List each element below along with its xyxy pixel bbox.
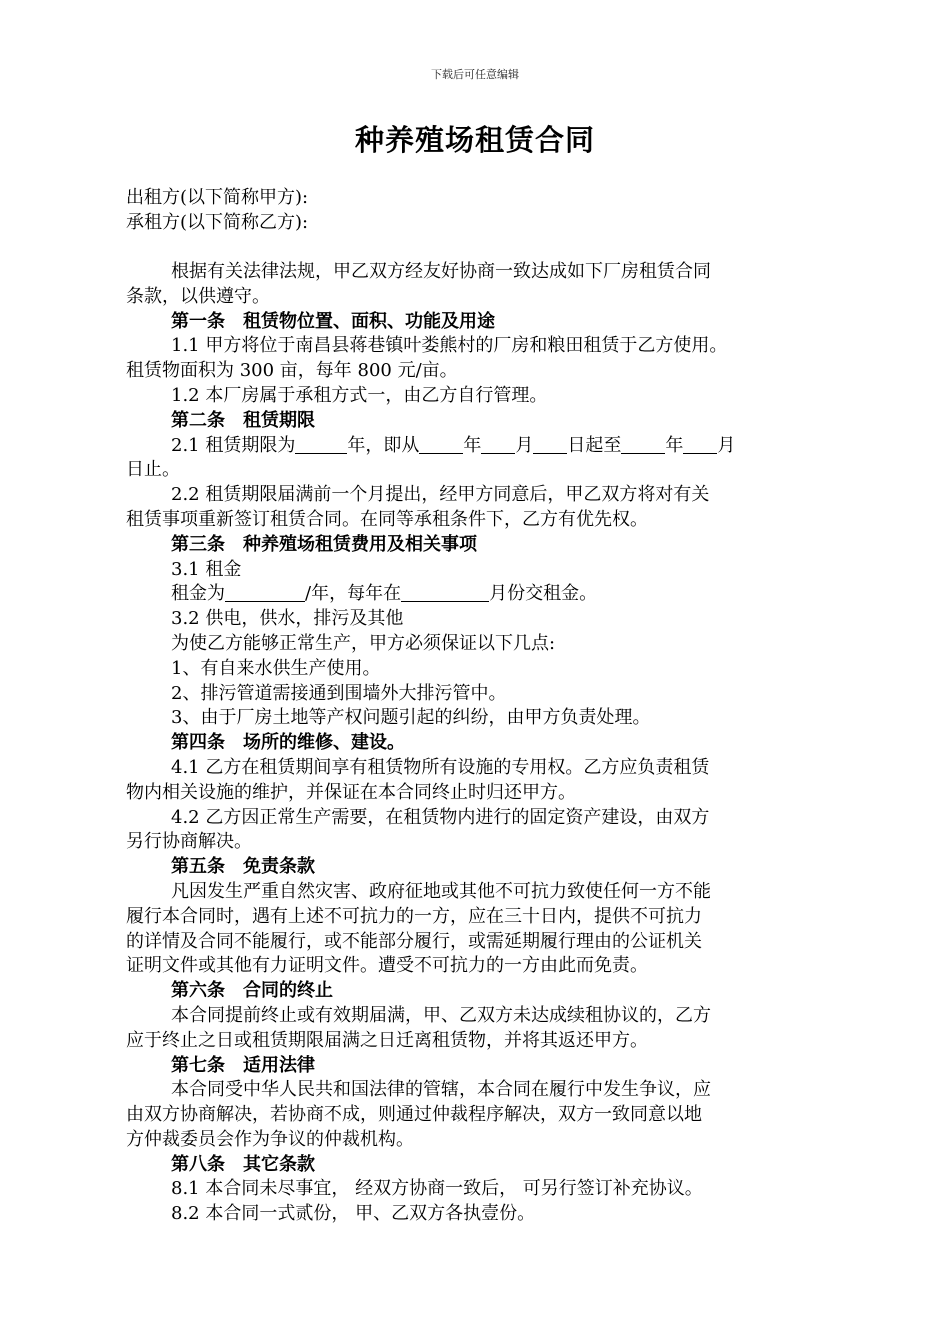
rent-text-a: 租金为 bbox=[171, 583, 225, 605]
article-7-line-2: 由双方协商解决，若协商不成，则通过仲裁程序解决，双方一致同意以地 bbox=[126, 1104, 702, 1126]
clause-3-1: 3.1 租金 bbox=[171, 558, 242, 580]
clause-8-2: 8.2 本合同一式贰份， 甲、乙双方各执壹份。 bbox=[171, 1203, 536, 1225]
article-2-heading: 第二条 租赁期限 bbox=[171, 409, 315, 431]
start-year-blank bbox=[419, 435, 463, 454]
end-month-blank bbox=[683, 435, 717, 454]
article-5-heading: 第五条 免责条款 bbox=[171, 856, 315, 878]
contract-body bbox=[126, 260, 854, 1227]
clause-2-2-line-2: 租赁事项重新签订租赁合同。在同等承租条件下，乙方有优先权。 bbox=[126, 508, 648, 530]
article-4-heading: 第四条 场所的维修、建设。 bbox=[171, 732, 405, 754]
rent-month-blank bbox=[401, 583, 489, 602]
clause-4-2-line-2: 另行协商解决。 bbox=[126, 831, 252, 853]
start-month-blank bbox=[481, 435, 515, 454]
clause-4-1-line-2: 物内相关设施的维护，并保证在本合同终止时归还甲方。 bbox=[126, 781, 576, 803]
clause-2-1-text-b: 年，即从 bbox=[347, 434, 420, 456]
parties-block bbox=[126, 186, 308, 236]
page-header-note: 下载后可任意编辑 bbox=[431, 68, 519, 81]
intro-line-1: 根据有关法律法规，甲乙双方经友好协商一致达成如下厂房租赁合同 bbox=[171, 261, 711, 282]
clause-2-1-text-d: 月 bbox=[515, 434, 534, 456]
clause-3-2-lead: 为使乙方能够正常生产，甲方必须保证以下几点: bbox=[171, 632, 556, 654]
clause-2-1-text-a: 2.1 租赁期限为 bbox=[171, 434, 296, 456]
clause-4-1-line-1: 4.1 乙方在租赁期间享有租赁物所有设施的专用权。乙方应负责租赁 bbox=[171, 756, 710, 778]
article-7-heading: 第七条 适用法律 bbox=[171, 1054, 315, 1076]
end-year-blank bbox=[621, 435, 665, 454]
lessee-line: 承租方(以下简称乙方): bbox=[126, 211, 309, 233]
rent-amount-blank bbox=[225, 583, 305, 602]
article-6-heading: 第六条 合同的终止 bbox=[171, 980, 333, 1002]
contract-title: 种养殖场租赁合同 bbox=[354, 123, 595, 157]
lease-years-blank bbox=[295, 435, 347, 454]
list-item: 3、由于厂房土地等产权问题引起的纠纷，由甲方负责处理。 bbox=[171, 707, 651, 729]
intro-line-2: 条款，以供遵守。 bbox=[126, 285, 270, 307]
article-8-heading: 第八条 其它条款 bbox=[171, 1153, 315, 1175]
clause-2-1-text-f: 年 bbox=[665, 434, 684, 456]
article-3-heading: 第三条 种养殖场租赁费用及相关事项 bbox=[171, 533, 477, 555]
article-7-line-1: 本合同受中华人民共和国法律的管辖，本合同在履行中发生争议，应 bbox=[171, 1079, 711, 1101]
clause-4-2-line-1: 4.2 乙方因正常生产需要，在租赁物内进行的固定资产建设，由双方 bbox=[171, 806, 710, 828]
article-5-line-1: 凡因发生严重自然灾害、政府征地或其他不可抗力致使任何一方不能 bbox=[171, 880, 711, 902]
article-5-line-4: 证明文件或其他有力证明文件。遭受不可抗力的一方由此而免责。 bbox=[126, 955, 648, 977]
rent-text-b: /年，每年在 bbox=[305, 583, 402, 605]
clause-2-2-line-1: 2.2 租赁期限届满前一个月提出，经甲方同意后，甲乙双方将对有关 bbox=[171, 484, 710, 506]
article-7-line-3: 方仲裁委员会作为争议的仲裁机构。 bbox=[126, 1128, 414, 1150]
start-day-blank bbox=[533, 435, 567, 454]
article-6-line-2: 应于终止之日或租赁期限届满之日迁离租赁物，并将其返还甲方。 bbox=[126, 1029, 648, 1051]
rent-line bbox=[126, 582, 854, 607]
lessor-line: 出租方(以下简称甲方): bbox=[126, 187, 309, 208]
clause-1-2: 1.2 本厂房属于承租方式一，由乙方自行管理。 bbox=[171, 384, 548, 406]
clause-1-1-line-1: 1.1 甲方将位于南昌县蒋巷镇叶娄熊村的厂房和粮田租赁于乙方使用。 bbox=[171, 335, 728, 357]
clause-3-2: 3.2 供电，供水，排污及其他 bbox=[171, 608, 404, 630]
rent-text-c: 月份交租金。 bbox=[489, 583, 598, 605]
clause-8-1: 8.1 本合同未尽事宜， 经双方协商一致后， 可另行签订补充协议。 bbox=[171, 1178, 703, 1200]
clause-1-1-line-2: 租赁物面积为 300 亩，每年 800 元/亩。 bbox=[126, 360, 458, 382]
clause-2-1-text-g: 月 bbox=[717, 434, 736, 456]
clause-2-1-line-2: 日止。 bbox=[126, 459, 180, 481]
article-6-line-1: 本合同提前终止或有效期届满，甲、乙双方未达成续租协议的，乙方 bbox=[171, 1004, 711, 1026]
clause-2-1-text-e: 日起至 bbox=[567, 434, 622, 456]
article-1-heading: 第一条 租赁物位置、面积、功能及用途 bbox=[171, 310, 495, 332]
article-5-line-3: 的详情及合同不能履行，或不能部分履行，或需延期履行理由的公证机关 bbox=[126, 930, 702, 952]
clause-2-1-line-1 bbox=[126, 434, 854, 459]
clause-2-1-text-c: 年 bbox=[463, 434, 482, 456]
list-item: 1、有自来水供生产使用。 bbox=[171, 657, 381, 679]
list-item: 2、排污管道需接通到围墙外大排污管中。 bbox=[171, 682, 507, 704]
article-5-line-2: 履行本合同时，遇有上述不可抗力的一方，应在三十日内，提供不可抗力 bbox=[126, 905, 702, 927]
